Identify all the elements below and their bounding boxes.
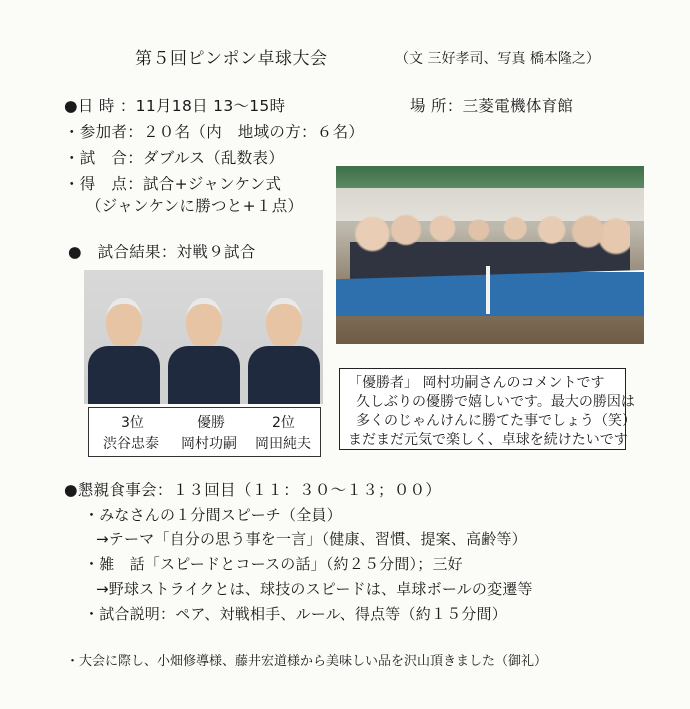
comment-line-2: 久しぶりの優勝で嬉しいです。最大の勝因は [356, 394, 635, 410]
third-name: 渋谷忠泰 [103, 436, 159, 452]
thanks-note: ・大会に際し、小畑修導様、藤井宏道様から美味しい品を沢山頂きました（御礼） [66, 654, 548, 669]
winners-names [88, 407, 321, 457]
dinner-heading: ●懇親食事会：１３回目（１１：３０～１３；００） [64, 481, 442, 499]
second-name: 岡田純夫 [255, 436, 311, 452]
scoring-note: （ジャンケンに勝つと+１点） [86, 197, 304, 215]
winner-comment [339, 368, 636, 450]
dinner-item-1-detail: →テーマ「自分の思う事を一言」（健康、習慣、提案、高齢等） [96, 530, 527, 548]
match-results: ● 試合結果：対戦９試合 [68, 243, 256, 261]
dinner-item-1: ・みなさんの１分間スピーチ（全員） [84, 506, 342, 524]
match-format: ・試 合：ダブルス（乱数表） [64, 149, 285, 167]
page-title: 第５回ピンポン卓球大会 [135, 49, 328, 69]
event-datetime: ●日 時 ：11月18日 13～15時 [64, 97, 286, 115]
dinner-item-2-detail: →野球ストライクとは、球技のスピードは、卓球ボールの変遷等 [96, 580, 533, 598]
dinner-item-2: ・雑 話「スピードとコースの話」（約２５分間）；三好 [84, 555, 463, 573]
third-rank: 3位 [121, 415, 144, 431]
first-rank: 優勝 [197, 415, 225, 431]
comment-line-3: 多くのじゃんけんに勝てた事でしょう（笑） [356, 413, 636, 429]
first-name: 岡村功嗣 [181, 436, 237, 452]
dinner-item-3: ・試合説明：ペア、対戦相手、ルール、得点等（約１５分間） [84, 605, 507, 623]
event-place: 場 所：三菱電機体育館 [410, 97, 574, 115]
winners-photo [84, 270, 323, 404]
scoring: ・得 点：試合+ジャンケン式 [64, 175, 282, 193]
participants: ・参加者：２０名（内 地域の方：６名） [64, 123, 365, 141]
comment-line-4: まだまだ元気で楽しく、卓球を続けたいです [348, 432, 628, 448]
author-credit: （文 三好孝司、写真 橋本隆之） [395, 51, 600, 67]
group-photo [336, 166, 644, 344]
comment-line-1: 「優勝者」 岡村功嗣さんのコメントです [348, 375, 605, 391]
second-rank: 2位 [272, 415, 295, 431]
